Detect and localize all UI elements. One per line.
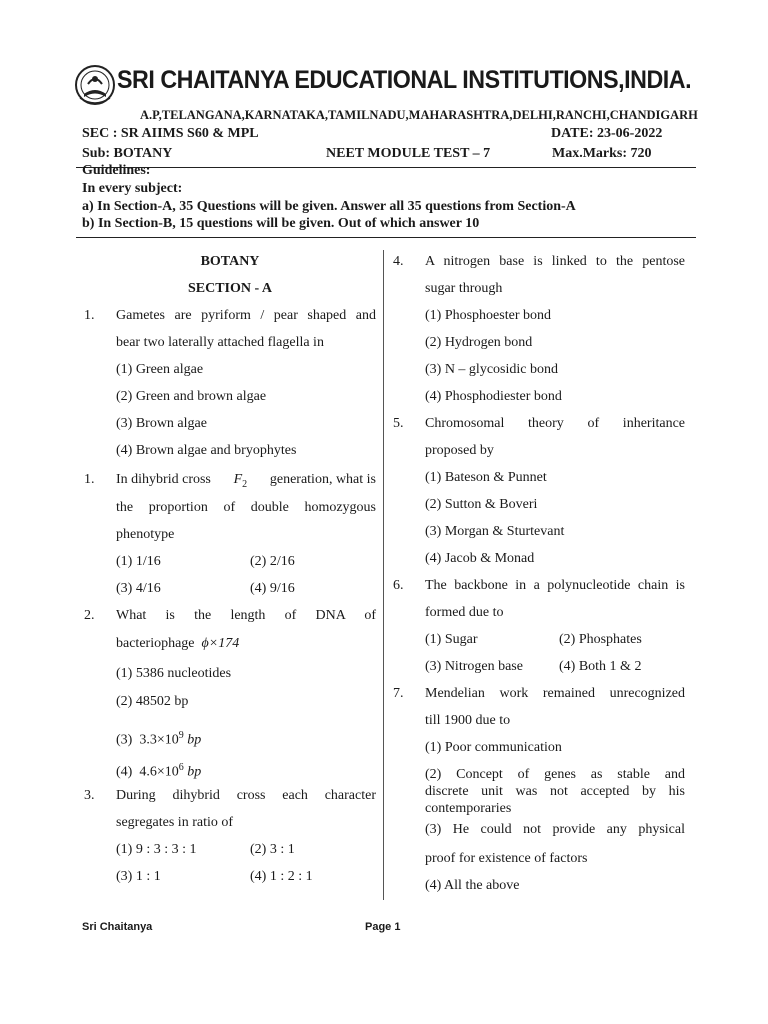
footer-brand: Sri Chaitanya [82,921,153,933]
question-text-part: generation, what is [269,472,376,487]
option-number: (3) [116,732,133,748]
guidelines-rule [76,237,696,238]
option-continued: proof for existence of factors [425,851,588,866]
states-line: A.P,TELANGANA,KARNATAKA,TAMILNADU,MAHARASHTRA,DELHI,RANCHI,CHANDIGARH [140,108,698,122]
exam-date: DATE: 23-06-2022 [551,126,663,141]
option: (1) Green algae [116,362,204,377]
question-text-part: bacteriophage [116,636,195,651]
question-number: 4. [393,254,404,269]
question-text: During dihybrid cross each character [116,788,376,803]
option: (3) 4/16 [116,581,161,596]
question-number: 1. [84,308,95,323]
unit: bp [187,732,202,748]
option-continued: contemporaries [425,801,512,816]
question-number: 7. [393,686,404,701]
institution-logo [74,64,116,106]
option: (2) Concept of genes as stable and [425,767,685,782]
option: (2) 2/16 [250,554,295,569]
option: (3) Brown algae [116,416,207,431]
option: (1) 1/16 [116,554,161,569]
option: (4) Both 1 & 2 [559,659,642,674]
guidelines-line: b) In Section-B, 15 questions will be given. Out of which answer 10 [82,216,480,231]
question-text: sugar through [425,281,503,296]
institution-title: SRI CHAITANYA EDUCATIONAL INSTITUTIONS,INDIA. [117,66,692,94]
option: (3) He could not provide any physical [425,822,685,837]
question-number: 1. [84,472,95,487]
question-text: A nitrogen base is linked to the pentose [425,254,685,269]
subject-heading: BOTANY [200,254,260,269]
option: (4) All the above [425,878,520,893]
question-nitrogen-base [393,248,685,410]
option-continued: discrete unit was not accepted by his [425,784,685,799]
question-number: 6. [393,578,404,593]
question-text [116,630,376,657]
option: (2) Sutton & Boveri [425,497,538,512]
option: (1) Sugar [425,632,478,647]
question-chromosomal-theory [393,410,685,572]
question-mendelian-work [393,680,685,899]
option: (4) Brown algae and bryophytes [116,443,297,458]
section-heading: SECTION - A [187,281,273,296]
f-letter: F [233,472,243,487]
guidelines-line: In every subject: [82,181,183,196]
subject-label: Sub: BOTANY [82,146,173,161]
option: (1) 5386 nucleotides [116,666,232,681]
question-gametes [84,302,376,464]
section-code: SEC : SR AIIMS S60 & MPL [82,126,259,141]
question-number: 5. [393,416,404,431]
question-dna-length [84,602,376,782]
question-text: Chromosomal theory of inheritance [425,416,685,431]
option: (2) Hydrogen bond [425,335,533,350]
option-number: (4) [116,764,133,780]
question-text-part: In dihybrid cross [116,472,211,487]
option: (2) 48502 bp [116,694,189,709]
option: (2) Green and brown algae [116,389,267,404]
page-number: Page 1 [365,921,401,933]
option: (2) Phosphates [559,632,642,647]
option-value: 4.6×10 [139,764,179,780]
option: (4) 9/16 [250,581,295,596]
question-ratio [84,782,376,890]
question-number: 2. [84,608,95,623]
option: (3) N – glycosidic bond [425,362,558,377]
question-text: Gametes are pyriform / pear shaped and [116,308,376,323]
option: (4) Jacob & Monad [425,551,535,566]
question-text: till 1900 due to [425,713,511,728]
f-subscript: 2 [242,478,248,490]
question-text: What is the length of DNA of [116,608,376,623]
option: (1) 9 : 3 : 3 : 1 [116,842,197,857]
column-divider [383,250,384,900]
question-text: Mendelian work remained unrecognized [425,686,685,701]
left-column [84,248,376,890]
option: (2) 3 : 1 [250,842,295,857]
option: (1) Poor communication [425,740,562,755]
question-dihybrid [84,464,376,602]
phi-symbol: ϕ×174 [201,636,240,651]
option: (3) 1 : 1 [116,869,161,884]
exponent: 6 [178,762,184,773]
question-backbone [393,572,685,680]
option-value: 3.3×10 [139,732,179,748]
unit: bp [187,764,202,780]
option: (4) Phosphodiester bond [425,389,562,404]
test-name: NEET MODULE TEST – 7 [326,146,491,161]
question-text: the proportion of double homozygous [116,500,376,515]
exponent: 9 [178,730,184,741]
question-number: 3. [84,788,95,803]
guidelines-line: a) In Section-A, 35 Questions will be given. Answer all 35 questions from Section-A [82,199,576,214]
max-marks: Max.Marks: 720 [552,146,652,161]
header-rule [76,167,696,168]
option: (1) Phosphoester bond [425,308,551,323]
question-text: proposed by [425,443,494,458]
option: (1) Bateson & Punnet [425,470,547,485]
option: (4) 1 : 2 : 1 [250,869,313,884]
question-text: bear two laterally attached flagella in [116,335,324,350]
option: (3) Nitrogen base [425,659,523,674]
right-column [393,248,685,899]
question-text: The backbone in a polynucleotide chain is [425,578,685,593]
question-text: segregates in ratio of [116,815,234,830]
option: (3) Morgan & Sturtevant [425,524,565,539]
question-text: formed due to [425,605,504,620]
guidelines-heading: Guidelines: [82,163,151,178]
question-text: phenotype [116,527,175,542]
